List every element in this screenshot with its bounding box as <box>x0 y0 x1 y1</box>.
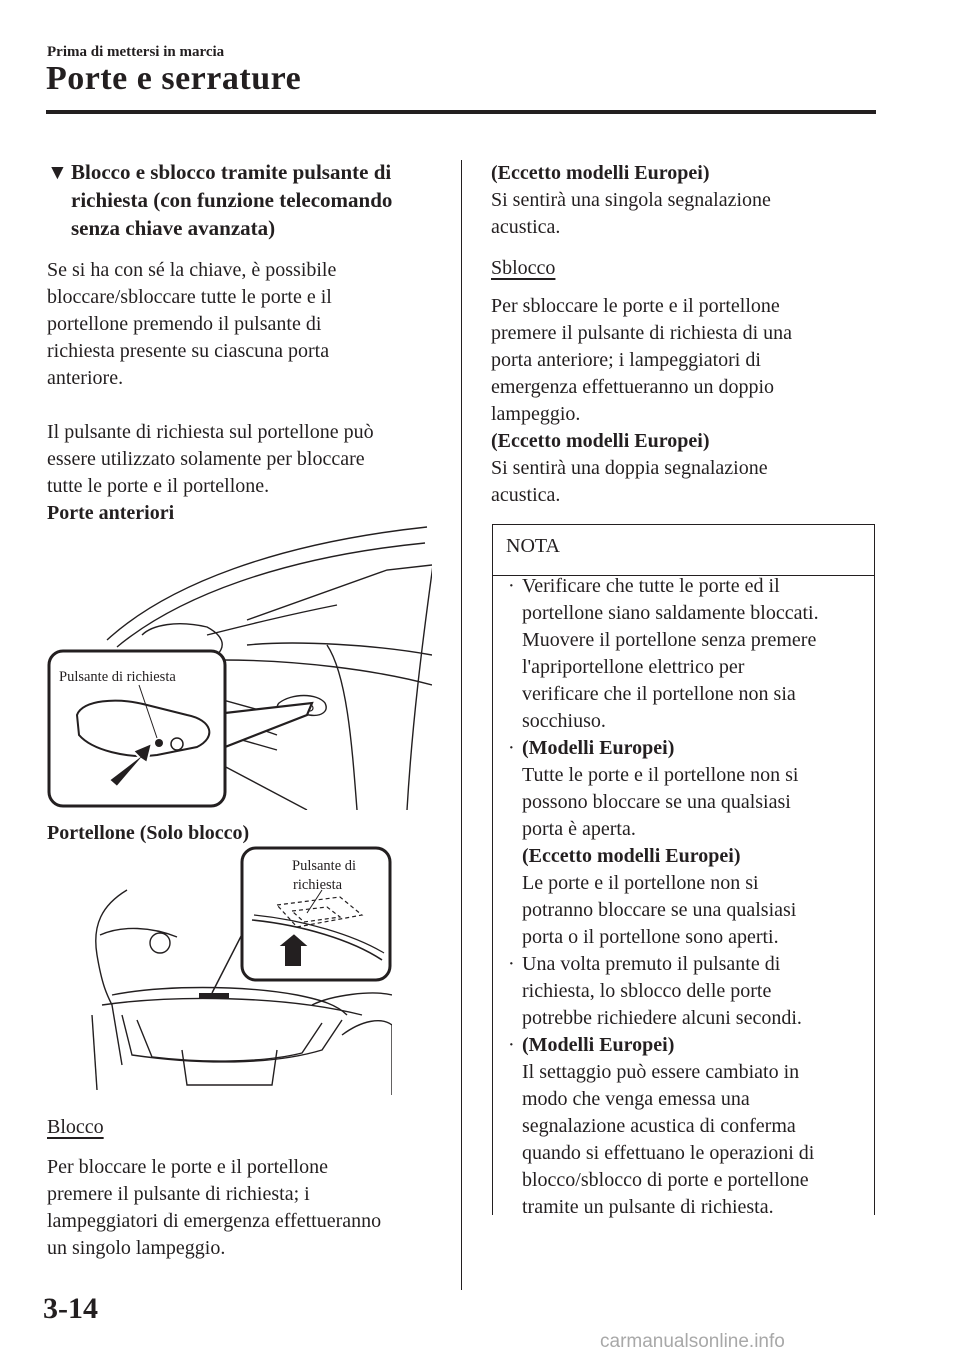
watermark: carmanualsonline.info <box>600 1331 785 1352</box>
nota-line: porta è aperta. <box>522 818 636 840</box>
text-line: essere utilizzato solamente per bloccare <box>47 448 365 470</box>
front-button-callout: Pulsante di richiesta <box>59 669 176 685</box>
section-label: Prima di mettersi in marcia <box>47 44 225 60</box>
nota-line: potranno bloccare se una qualsiasi <box>522 899 797 921</box>
unlock-label: Sblocco <box>491 257 556 279</box>
bullet-icon: · <box>508 575 515 597</box>
triangle-marker-icon: ▼ <box>47 160 68 184</box>
bullet-icon: · <box>508 737 515 759</box>
text-line: richiesta presente su ciascuna porta <box>47 340 330 362</box>
bullet-icon: · <box>508 1034 515 1056</box>
nota-line: possono bloccare se una qualsiasi <box>522 791 791 813</box>
nota-list <box>504 573 866 1221</box>
page-title: Porte e serrature <box>46 60 302 97</box>
text-line: Si sentirà una singola segnalazione <box>491 189 771 211</box>
unlock-paragraph <box>491 293 891 509</box>
text-line: Per sbloccare le porte e il portellone <box>491 295 780 317</box>
nota-right-border <box>874 525 875 1215</box>
intro-paragraph <box>47 257 447 392</box>
page-number: 3-14 <box>43 1292 98 1325</box>
nota-box <box>492 524 875 1218</box>
text-line: porta anteriore; i lampeggiatori di <box>491 349 761 371</box>
text-line: un singolo lampeggio. <box>47 1237 226 1259</box>
tailgate-paragraph <box>47 419 457 527</box>
nota-line: Il settaggio può essere cambiato in <box>522 1061 800 1083</box>
text-line: lampeggiatori di emergenza effettueranno <box>47 1210 382 1232</box>
nota-line: porta o il portellone sono aperti. <box>522 926 779 948</box>
title-rule <box>46 110 876 114</box>
nota-line: Una volta premuto il pulsante di <box>522 953 781 975</box>
text-line: Il pulsante di richiesta sul portellone può <box>47 421 374 443</box>
bullet-icon: · <box>508 953 515 975</box>
nota-item <box>504 573 866 735</box>
nota-line: blocco/sblocco di porte e portellone <box>522 1169 809 1191</box>
nota-title: NOTA <box>506 535 560 557</box>
nota-line: (Modelli Europei) <box>522 1034 675 1056</box>
column-divider <box>461 160 462 1290</box>
nota-item <box>504 951 866 1032</box>
except-europe-label: (Eccetto modelli Europei) <box>491 430 710 452</box>
nota-line: modo che venga emessa una <box>522 1088 750 1110</box>
nota-left-border <box>492 525 493 1215</box>
heading-line: senza chiave avanzata) <box>71 216 276 240</box>
nota-item <box>504 735 866 951</box>
text-line: premere il pulsante di richiesta di una <box>491 322 793 344</box>
nota-line: (Eccetto modelli Europei) <box>522 845 741 867</box>
nota-line: Tutte le porte e il portellone non si <box>522 764 799 786</box>
nota-line: socchiuso. <box>522 710 606 732</box>
text-line: emergenza effettueranno un doppio <box>491 376 775 398</box>
single-beep-block <box>491 160 891 241</box>
tailgate-figure <box>82 845 392 1095</box>
lock-paragraph <box>47 1154 457 1262</box>
nota-line: Verificare che tutte le porte ed il <box>522 575 780 597</box>
nota-line: potrebbe richiedere alcuni secondi. <box>522 1007 802 1029</box>
heading-line: Blocco e sblocco tramite pulsante di <box>71 160 392 184</box>
tailgate-button-callout-line: Pulsante di <box>292 858 357 874</box>
tailgate-button-callout-line: richiesta <box>293 877 343 893</box>
nota-line: Le porte e il portellone non si <box>522 872 759 894</box>
text-line: Si sentirà una doppia segnalazione <box>491 457 768 479</box>
front-door-figure <box>47 525 432 810</box>
nota-line: (Modelli Europei) <box>522 737 675 759</box>
nota-line: l'apriportellone elettrico per <box>522 656 745 678</box>
nota-line: richiesta, lo sblocco delle porte <box>522 980 772 1002</box>
front-doors-label: Porte anteriori <box>47 502 175 524</box>
text-line: lampeggio. <box>491 403 581 425</box>
text-line: bloccare/sbloccare tutte le porte e il <box>47 286 332 308</box>
nota-line: portellone siano saldamente bloccati. <box>522 602 819 624</box>
except-europe-label: (Eccetto modelli Europei) <box>491 162 710 184</box>
section-heading <box>47 158 427 242</box>
text-line: tutte le porte e il portellone. <box>47 475 270 497</box>
text-line: portellone premendo il pulsante di <box>47 313 322 335</box>
nota-line: tramite un pulsante di richiesta. <box>522 1196 774 1218</box>
text-line: acustica. <box>491 484 561 506</box>
text-line: Se si ha con sé la chiave, è possibile <box>47 259 337 281</box>
nota-item <box>504 1032 866 1221</box>
nota-line: Muovere il portellone senza premere <box>522 629 817 651</box>
nota-line: verificare che il portellone non sia <box>522 683 796 705</box>
text-line: acustica. <box>491 216 561 238</box>
lock-label: Blocco <box>47 1116 104 1138</box>
nota-line: segnalazione acustica di conferma <box>522 1115 796 1137</box>
tailgate-label: Portellone (Solo blocco) <box>47 822 250 844</box>
text-line: anteriore. <box>47 367 124 389</box>
heading-line: richiesta (con funzione telecomando <box>71 188 393 212</box>
text-line: Per bloccare le porte e il portellone <box>47 1156 328 1178</box>
nota-line: quando si effettuano le operazioni di <box>522 1142 815 1164</box>
text-line: premere il pulsante di richiesta; i <box>47 1183 310 1205</box>
